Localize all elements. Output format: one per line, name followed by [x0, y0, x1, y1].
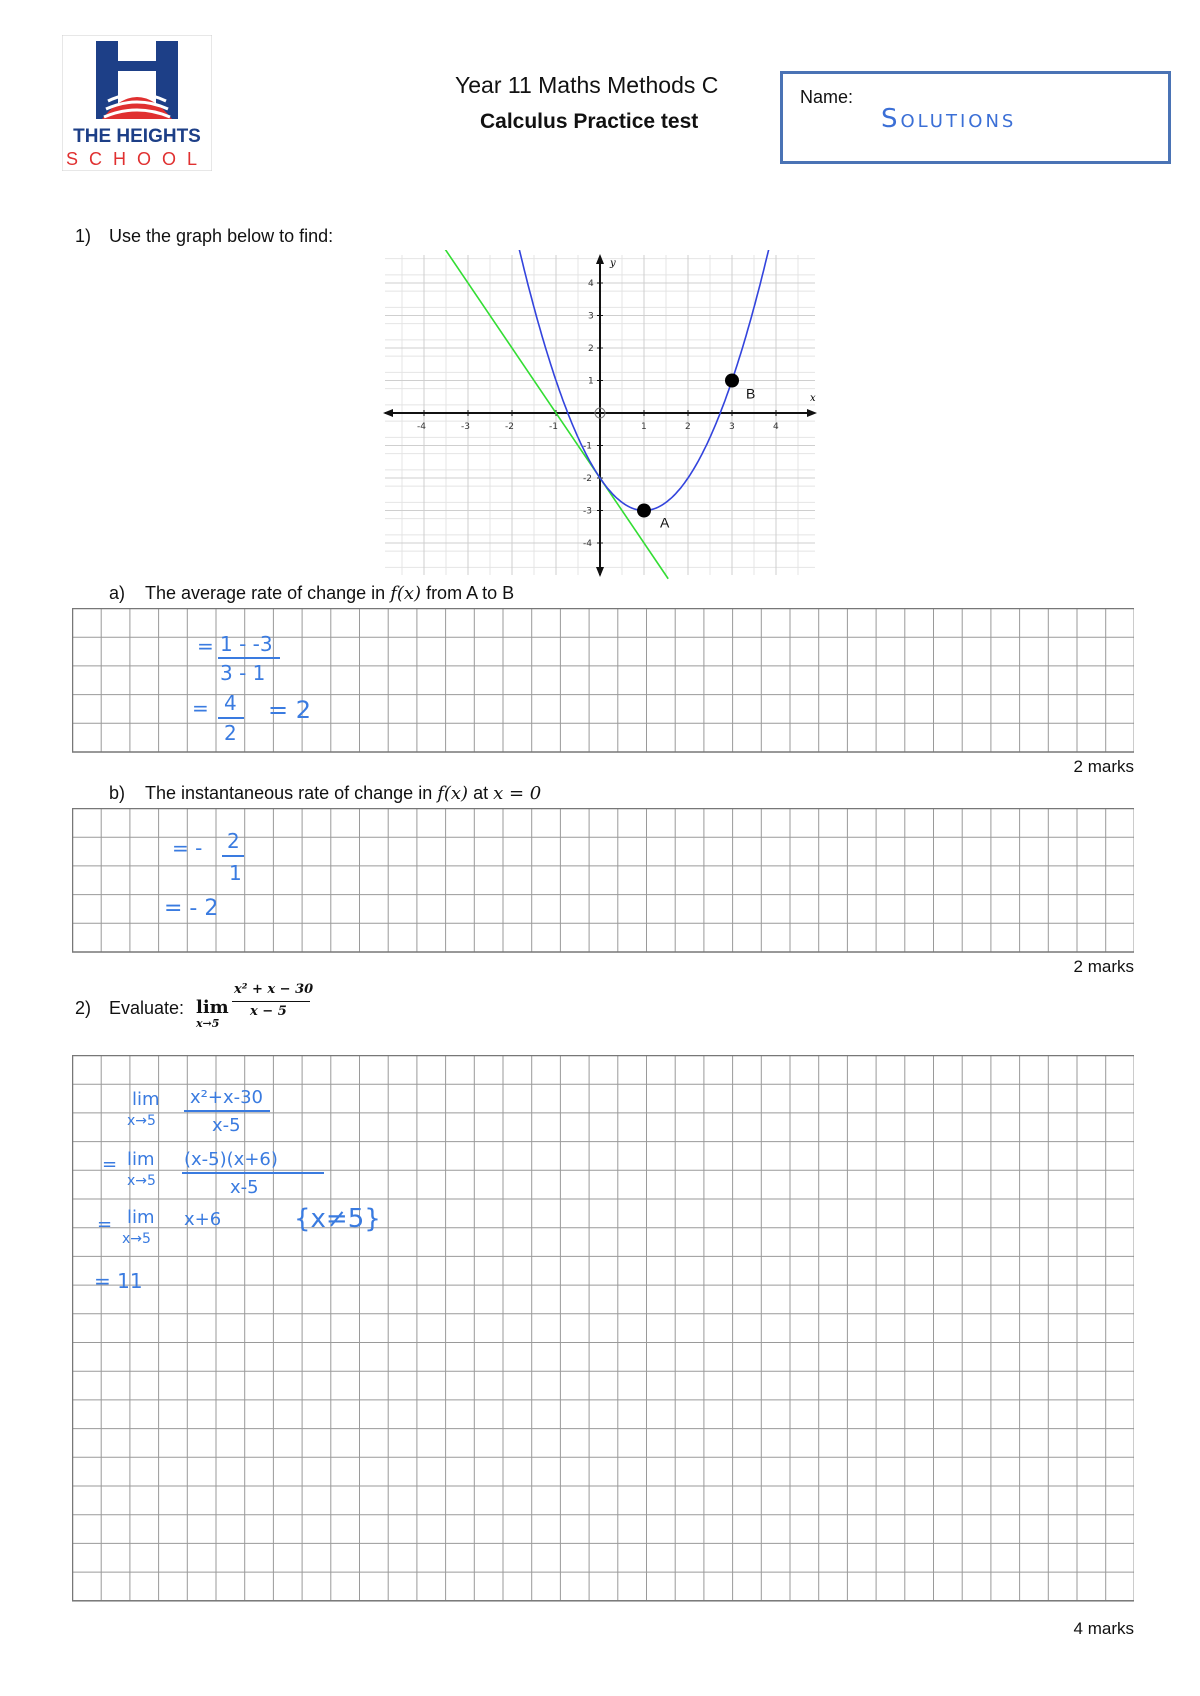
q1b-work-denominator: 1	[229, 861, 242, 885]
q2-lim: lim	[196, 997, 229, 1018]
name-value: Solutions	[881, 104, 1017, 134]
q2-work-denominator-1: x-5	[212, 1115, 241, 1136]
graph-y-tick-label: 4	[588, 279, 594, 289]
q1b-label: b)	[109, 783, 126, 803]
graph-x-tick-label: 4	[773, 422, 779, 432]
q1a-work-equals-2: =	[192, 696, 209, 720]
q1b-text-mid: at	[473, 783, 489, 803]
q2-lim-sub: x→5	[196, 1017, 220, 1030]
graph-y-tick-label: -2	[583, 474, 592, 484]
graph-x-tick-label: 3	[729, 422, 735, 432]
graph-y-tick-label: 2	[588, 344, 594, 354]
page-title: Year 11 Maths Methods C	[455, 72, 719, 98]
graph-x-axis-label: x	[810, 393, 816, 404]
q1a-marks: 2 marks	[1073, 757, 1134, 776]
q1a-work-numerator: 1 - -3	[220, 632, 273, 656]
q2-answer-grid[interactable]	[72, 1055, 1134, 1615]
graph-y-tick-label: -3	[583, 506, 592, 517]
graph-y-tick-label: 1	[588, 376, 594, 387]
q2-work-lim-sub-1: x→5	[127, 1113, 156, 1129]
q2-work-expression-3: x+6	[184, 1209, 222, 1230]
q1a-text-pre: The average rate of change in	[145, 583, 386, 603]
school-logo	[62, 35, 212, 171]
logo-text-line2: SCHOOL	[65, 149, 209, 169]
graph-x-tick-label: 2	[685, 422, 691, 432]
q2-work-condition: {x≠5}	[294, 1204, 381, 1234]
q2-limit-expression	[196, 982, 336, 1032]
q2-work-numerator-2: (x-5)(x+6)	[184, 1149, 278, 1170]
q1a-work-denominator-2: 2	[224, 721, 237, 745]
q1b-text	[145, 783, 541, 804]
graph-y-axis-label: y	[610, 258, 616, 269]
q1a-work-result: = 2	[268, 696, 312, 724]
graph-x-arrow	[807, 409, 817, 417]
q2-work-lim-1: lim	[132, 1089, 160, 1110]
graph-y-arrow-down	[596, 567, 604, 577]
q1b-work-numerator: 2	[227, 829, 240, 853]
q1b-answer-grid[interactable]	[72, 808, 1134, 954]
q1-prompt: Use the graph below to find:	[109, 226, 334, 246]
q2-work-lim-sub-2: x→5	[127, 1173, 156, 1189]
name-box	[780, 71, 1171, 164]
q1b-work-equals-minus: = -	[172, 836, 203, 860]
q2-work-lim-sub-3: x→5	[122, 1231, 151, 1247]
page-subtitle: Calculus Practice test	[480, 110, 699, 133]
q2-number: 2)	[75, 998, 92, 1018]
q1a-label: a)	[109, 583, 126, 603]
graph-x-tick-label: -1	[549, 422, 558, 432]
graph-x-tick-label: -2	[505, 422, 514, 432]
q1a-fx: f(x)	[390, 583, 422, 604]
q1a-work-equals-1: =	[197, 634, 214, 658]
graph-point-b	[725, 374, 739, 388]
logo-text-line1: THE HEIGHTS	[73, 126, 201, 147]
graph-y-tick-label: -1	[583, 441, 592, 452]
name-label: Name:	[800, 87, 854, 107]
graph-x-arrow-left	[383, 409, 393, 417]
q2-marks: 4 marks	[1073, 1619, 1134, 1638]
q2-prompt: Evaluate:	[109, 998, 185, 1018]
q2-work-result: = 11	[94, 1269, 143, 1293]
q2-work-lim-2: lim	[127, 1149, 155, 1170]
q2-fraction-bar	[232, 1001, 310, 1002]
graph-tangent-line	[437, 250, 668, 579]
q1b-text-pre: The instantaneous rate of change in	[145, 783, 433, 803]
q2-work-equals-2: =	[97, 1214, 113, 1235]
graph-x-tick-label: -4	[417, 422, 426, 432]
q1b-work-result: = - 2	[164, 896, 219, 921]
q1a-work-denominator: 3 - 1	[220, 661, 266, 685]
q1b-marks: 2 marks	[1073, 957, 1134, 976]
q1b-cond: x = 0	[493, 783, 542, 804]
q1a-text	[145, 583, 514, 604]
q2-work-numerator-1: x²+x-30	[190, 1087, 264, 1108]
graph-point-b-label: B	[746, 385, 756, 402]
graph-x-tick-label: -3	[461, 422, 470, 432]
graph-x-tick-label: 1	[641, 422, 647, 432]
q1-number: 1)	[75, 226, 92, 246]
q2-work-equals-1: =	[102, 1154, 118, 1175]
q2-work-lim-3: lim	[127, 1207, 155, 1228]
q1-graph	[380, 250, 820, 580]
graph-point-a-label: A	[660, 514, 670, 531]
graph-y-tick-label: 3	[588, 311, 594, 322]
q1b-fx: f(x)	[437, 783, 469, 804]
q2-numerator: x² + x − 30	[234, 982, 314, 997]
q1a-text-post: from A to B	[426, 583, 515, 603]
q1a-work-numerator-2: 4	[224, 691, 237, 715]
grid-border	[73, 1056, 1135, 1601]
q2-denominator: x − 5	[250, 1004, 287, 1019]
graph-y-tick-label: -4	[583, 539, 592, 549]
q1a-answer-grid[interactable]	[72, 608, 1134, 754]
q2-work-denominator-2: x-5	[230, 1177, 259, 1198]
graph-point-a	[637, 504, 651, 518]
